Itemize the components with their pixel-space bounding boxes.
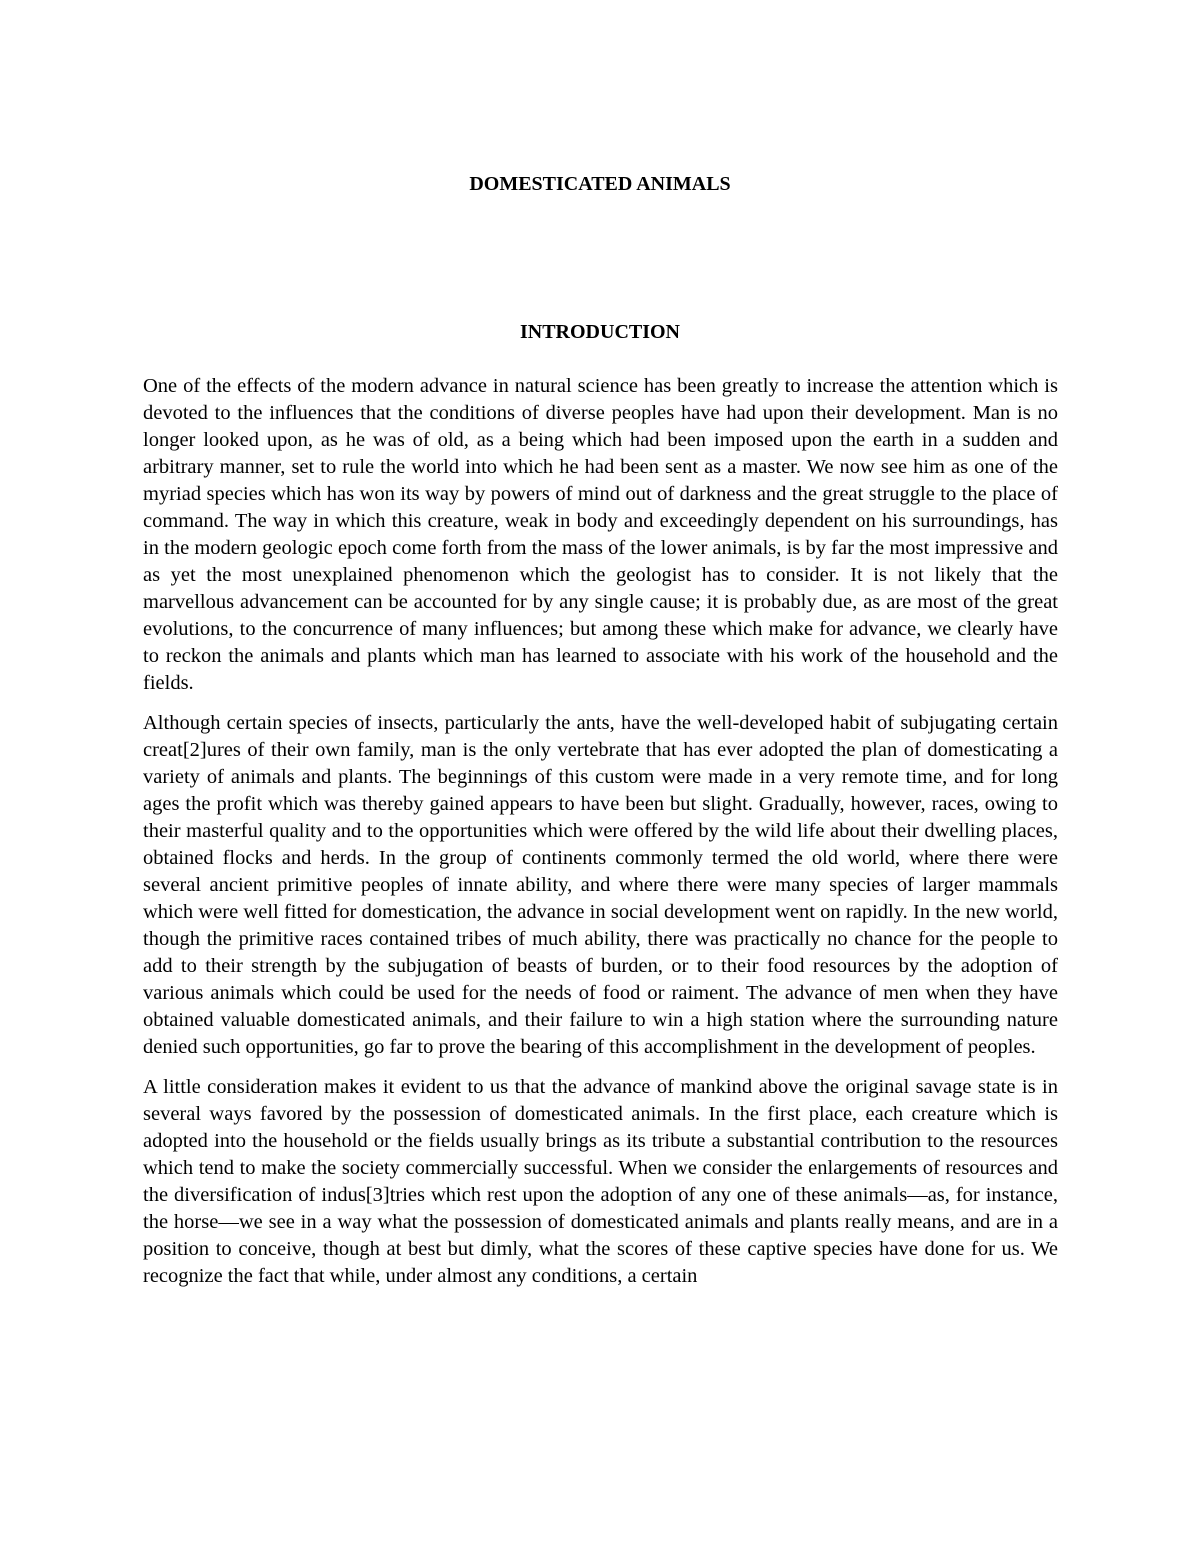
paragraph-2: Although certain species of insects, particularly the ants, have the well-developed habit of subjugating certain creat[2]ures of their own family, man is the only vertebrate that has ever adopted the plan of domesticating a variety of animals and plants. The beginnings of this custom were made in a very remote time, and for long ages the profit which was thereby gained appears to have been but slight. Gradually, however, races, owing to their masterful quality and to the opportunities which were offered by the wild life about their dwelling places, obtained flocks and herds. In the group of continents commonly termed the old world, where there were several ancient primitive peoples of innate ability, and where there were many species of larger mammals which were well fitted for domestication, the advance in social development went on rapidly. In the new world, though the primitive races contained tribes of much ability, there was practically no chance for the people to add to their strength by the subjugation of beasts of burden, or to their food resources by the adoption of various animals which could be used for the needs of food or raiment. The advance of men when they have obtained valuable domesticated animals, and their failure to win a high station where the surrounding nature denied such opportunities, go far to prove the bearing of this accomplishment in the development of peoples. [143, 712, 1058, 1058]
paragraph-1: One of the effects of the modern advance in natural science has been greatly to increase the attention which is devoted to the influences that the conditions of diverse peoples have had upon their development. Man is no longer looked upon, as he was of old, as a being which had been imposed upon the earth in a sudden and arbitrary manner, set to rule the world into which he had been sent as a master. We now see him as one of the myriad species which has won its way by powers of mind out of darkness and the great struggle to the place of command. The way in which this creature, weak in body and exceedingly dependent on his surroundings, has in the modern geologic epoch come forth from the mass of the lower animals, is by far the most impressive and as yet the most unexplained phenomenon which the geologist has to consider. It is not likely that the marvellous advancement can be accounted for by any single cause; it is probably due, as are most of the great evolutions, to the concurrence of many influences; but among these which make for advance, we clearly have to reckon the animals and plants which man has learned to associate with his work of the household and the fields. [143, 375, 1058, 694]
paragraph-3: A little consideration makes it evident to us that the advance of mankind above the original savage state is in several ways favored by the possession of domesticated animals. In the first place, each creature which is adopted into the household or the fields usually brings as its tribute a substantial contribution to the resources which tend to make the society commercially successful. When we consider the enlargements of resources and the diversification of indus[3]tries which rest upon the adoption of any one of these animals—as, for instance, the horse—we see in a way what the possession of domesticated animals and plants really means, and are in a position to conceive, though at best but dimly, what the scores of these captive species have done for us. We recognize the fact that while, under almost any conditions, a certain [143, 1076, 1058, 1287]
body-text [143, 373, 1058, 1303]
document-title: DOMESTICATED ANIMALS [469, 173, 731, 195]
section-heading: INTRODUCTION [519, 321, 681, 343]
